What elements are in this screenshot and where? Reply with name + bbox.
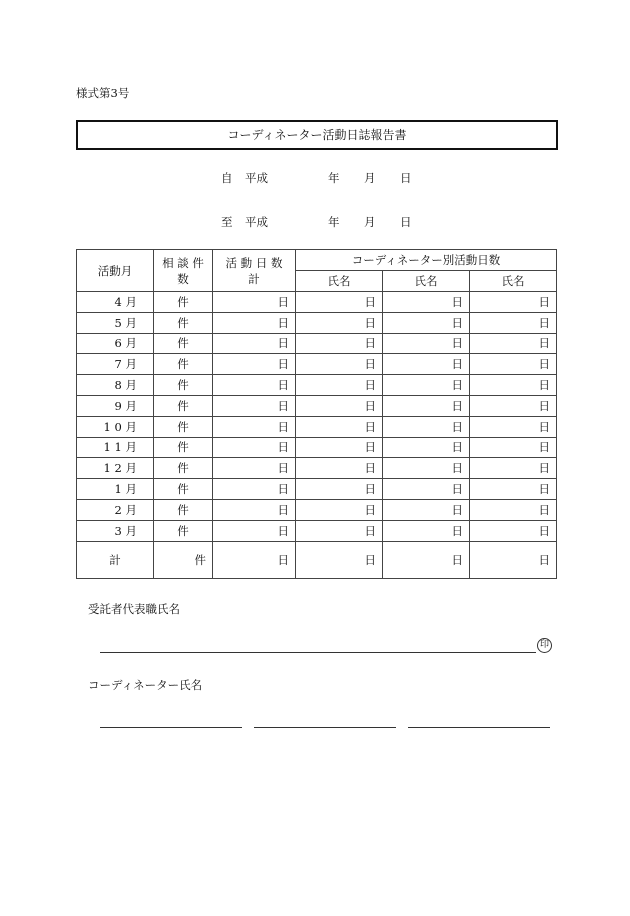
coordinator-days-cell: 日 [383,458,470,479]
month-cell: 6 月 [77,333,154,354]
consult-cell: 件 [154,395,213,416]
representative-signature-line[interactable] [100,652,536,653]
coordinator-days-cell: 日 [383,479,470,500]
to-prefix: 至 [221,215,233,229]
consult-cell: 件 [154,416,213,437]
coordinator-label: コーディネーター氏名 [88,678,203,692]
coordinator-days-cell: 日 [296,375,383,396]
coordinator-days-cell: 日 [383,520,470,541]
table-row [77,312,557,333]
coordinator-days-cell: 日 [470,458,557,479]
coordinator-signature-line[interactable] [100,727,242,728]
table-row [77,499,557,520]
coordinator-days-cell: 日 [296,458,383,479]
coordinator-days-cell: 日 [470,520,557,541]
coordinator-days-cell: 日 [470,375,557,396]
to-month: 月 [364,215,376,229]
table-row [77,416,557,437]
header-days-total: 活 動 日 数 計 [213,250,296,292]
consult-cell: 件 [154,375,213,396]
total-coordinator: 日 [296,541,383,578]
coordinator-days-cell: 日 [296,479,383,500]
total-row [77,541,557,578]
coordinator-days-cell: 日 [296,416,383,437]
coordinator-days-cell: 日 [383,375,470,396]
header-name: 氏名 [470,271,557,292]
table-row [77,520,557,541]
total-consult: 件 [154,541,213,578]
days-cell: 日 [213,458,296,479]
coordinator-days-cell: 日 [470,395,557,416]
consult-cell: 件 [154,499,213,520]
coordinator-days-cell: 日 [383,499,470,520]
total-coordinator: 日 [383,541,470,578]
month-cell: 4 月 [77,292,154,313]
consult-cell: 件 [154,479,213,500]
coordinator-days-cell: 日 [470,479,557,500]
consult-cell: 件 [154,437,213,458]
to-year: 年 [328,215,340,229]
month-cell: 1 0 月 [77,416,154,437]
coordinator-days-cell: 日 [470,312,557,333]
coordinator-days-cell: 日 [296,499,383,520]
from-era: 平成 [245,171,268,185]
coordinator-signature-line[interactable] [408,727,550,728]
consult-cell: 件 [154,333,213,354]
consult-cell: 件 [154,312,213,333]
table-row [77,458,557,479]
coordinator-days-cell: 日 [383,437,470,458]
coordinator-days-cell: 日 [296,437,383,458]
coordinator-days-cell: 日 [383,354,470,375]
header-row [77,250,557,271]
month-cell: 1 月 [77,479,154,500]
seal-mark: 印 [537,638,552,653]
days-cell: 日 [213,395,296,416]
coordinator-days-cell: 日 [470,292,557,313]
table-row [77,437,557,458]
coordinator-days-cell: 日 [296,312,383,333]
to-day: 日 [400,215,412,229]
form-number: 様式第3号 [76,86,130,100]
table-row [77,292,557,313]
header-name: 氏名 [296,271,383,292]
coordinator-days-cell: 日 [470,333,557,354]
coordinator-days-cell: 日 [470,437,557,458]
header-month: 活動月 [77,250,154,292]
total-coordinator: 日 [470,541,557,578]
coordinator-days-cell: 日 [383,395,470,416]
days-cell: 日 [213,479,296,500]
days-cell: 日 [213,499,296,520]
document-title: コーディネーター活動日誌報告書 [76,120,558,150]
days-cell: 日 [213,416,296,437]
month-cell: 5 月 [77,312,154,333]
coordinator-days-cell: 日 [296,354,383,375]
coordinator-days-cell: 日 [470,416,557,437]
coordinator-days-cell: 日 [383,312,470,333]
table-row [77,395,557,416]
consult-cell: 件 [154,458,213,479]
coordinator-days-cell: 日 [383,416,470,437]
header-name: 氏名 [383,271,470,292]
table-row [77,354,557,375]
coordinator-days-cell: 日 [383,292,470,313]
days-cell: 日 [213,520,296,541]
days-cell: 日 [213,354,296,375]
from-prefix: 自 [221,171,233,185]
coordinator-days-cell: 日 [383,333,470,354]
table-row [77,375,557,396]
month-cell: 9 月 [77,395,154,416]
coordinator-days-cell: 日 [470,499,557,520]
month-cell: 7 月 [77,354,154,375]
consult-cell: 件 [154,292,213,313]
coordinator-days-cell: 日 [470,354,557,375]
days-cell: 日 [213,312,296,333]
consult-cell: 件 [154,354,213,375]
days-cell: 日 [213,292,296,313]
month-cell: 8 月 [77,375,154,396]
representative-label: 受託者代表職氏名 [88,602,180,616]
total-label: 計 [77,541,154,578]
coordinator-days-cell: 日 [296,395,383,416]
month-cell: 2 月 [77,499,154,520]
from-day: 日 [400,171,412,185]
coordinator-days-cell: 日 [296,333,383,354]
days-cell: 日 [213,375,296,396]
from-year: 年 [328,171,340,185]
to-era: 平成 [245,215,268,229]
days-cell: 日 [213,333,296,354]
header-by-coordinator: コーディネーター別活動日数 [296,250,557,271]
consult-cell: 件 [154,520,213,541]
month-cell: 1 1 月 [77,437,154,458]
activity-table [76,249,557,579]
coordinator-days-cell: 日 [296,520,383,541]
month-cell: 3 月 [77,520,154,541]
table-row [77,479,557,500]
header-consult: 相 談 件 数 [154,250,213,292]
total-days: 日 [213,541,296,578]
coordinator-days-cell: 日 [296,292,383,313]
days-cell: 日 [213,437,296,458]
from-month: 月 [364,171,376,185]
table-row [77,333,557,354]
coordinator-signature-line[interactable] [254,727,396,728]
month-cell: 1 2 月 [77,458,154,479]
